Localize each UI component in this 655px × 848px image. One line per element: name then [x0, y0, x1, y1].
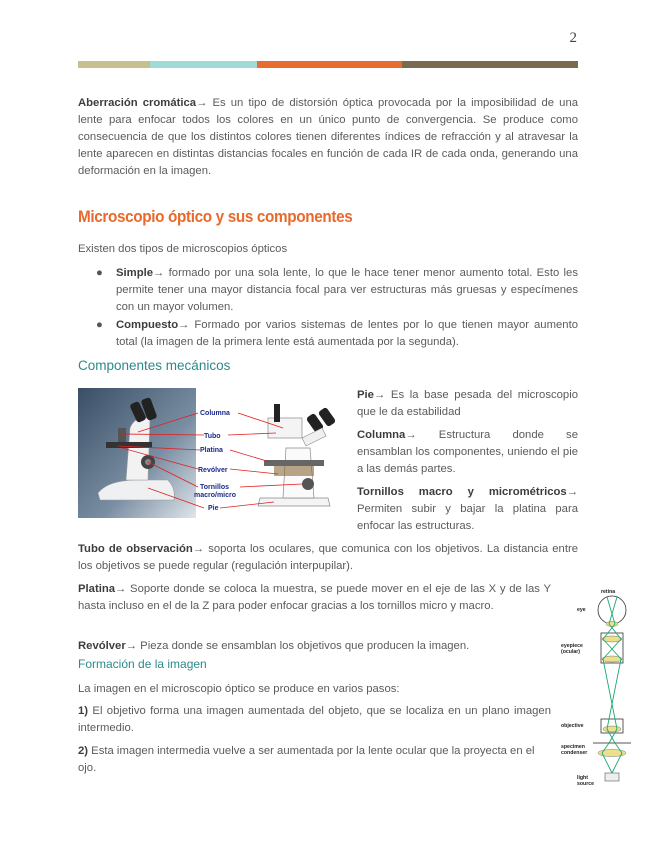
aberracion-term: Aberración cromática: [78, 97, 197, 109]
platina-text: → Soporte donde se coloca la muestra, se puede mover en el eje de las X y de las Y hasta incluso en el de la Z para poder enfocar gracias a los tornillos micro y macro.: [78, 583, 551, 612]
objective-lens: [603, 726, 621, 732]
tubo-term: Tubo de observación: [78, 543, 193, 555]
step-2-number: 2): [78, 745, 89, 757]
pie-term: Pie: [357, 389, 374, 401]
arrow-glyph: →: [196, 97, 208, 109]
label-revolver: Revólver: [198, 467, 228, 474]
section-title: Microscopio óptico y sus componentes: [78, 207, 353, 226]
optical-path-diagram: [557, 583, 639, 793]
color-bar-segment-orange: [257, 61, 402, 68]
label-columna: Columna: [200, 410, 230, 417]
list-item-compuesto: [78, 317, 578, 351]
label-pie: Pie: [208, 505, 219, 512]
columna-description: [357, 427, 578, 478]
header-color-bar: [78, 61, 578, 68]
step-1-number: 1): [78, 705, 89, 717]
mecanicos-heading: Componentes mecánicos: [78, 358, 231, 373]
color-bar-segment-brown: [402, 61, 578, 68]
diagram-label-source: source: [577, 781, 595, 787]
light-source-box: [605, 773, 619, 781]
bullet-term: Compuesto: [116, 319, 179, 331]
step-2-paragraph: [78, 743, 551, 777]
bullet-icon: ●: [96, 267, 103, 279]
bullet-term: Simple: [116, 267, 154, 279]
color-bar-segment-khaki: [78, 61, 150, 68]
pie-text: → Es la base pesada del microscopio que le da estabilidad: [357, 389, 578, 418]
tornillos-term: Tornillos macro y micrométricos: [357, 486, 567, 498]
bullet-icon: ●: [96, 319, 103, 331]
bullet-text: → formado por una sola lente, lo que le hace tener menor aumento total. Esto les permite tener una mayor distancia focal para ver estructuras más gruesas y especímenes con un mayor volumen.: [116, 267, 578, 313]
revolver-paragraph: [78, 638, 551, 655]
bullet-text: → Formado por varios sistemas de lentes por lo que tienen mayor aumento total (la imagen de la primera lente está aumentada por la segunda).: [116, 319, 578, 348]
microscope-figure: [78, 388, 350, 518]
right-microscope: [258, 404, 336, 506]
formacion-intro: La imagen en el microscopio óptico se produce en varios pasos:: [78, 683, 400, 695]
aberracion-text: Es un tipo de distorsión óptica provocada por la imposibilidad de una lente para enfocar todos los colores en un único punto de convergencia. Se produce como consecuencia de que los distintos colores tienen diferentes índices de refracción y al atravesar la lente aparecen en distintas distancias focales en función de cada IR de cada onda, generando una deformación en la imagen.: [78, 97, 579, 177]
intro-text: Existen dos tipos de microscopios ópticos: [78, 243, 288, 255]
formacion-heading: Formación de la imagen: [78, 657, 207, 671]
diagram-label-specimen: specimen: [561, 744, 585, 750]
label-macro-micro: macro/micro: [194, 492, 237, 499]
tornillos-description: [357, 484, 578, 535]
diagram-label-objective: objective: [561, 723, 584, 729]
platina-paragraph: [78, 581, 551, 615]
columna-term: Columna: [357, 429, 406, 441]
diagram-label-ocular: (ocular): [561, 649, 581, 655]
page-number: 2: [569, 30, 577, 46]
label-tubo: Tubo: [204, 433, 221, 440]
label-tornillos: Tornillos: [200, 484, 230, 491]
columna-text: → Estructura donde se ensamblan los componentes, uniendo el pie a las demás partes.: [357, 429, 578, 475]
diagram-label-condenser: condenser: [561, 750, 588, 756]
eye-lens: [606, 622, 618, 627]
list-item-simple: [78, 265, 578, 316]
tubo-paragraph: [78, 541, 578, 575]
aberracion-paragraph: [78, 95, 578, 180]
step-1-paragraph: [78, 703, 551, 737]
tornillos-text: → Permiten subir y bajar la platina para enfocar las estructuras.: [357, 486, 578, 532]
diagram-label-eye: eye: [577, 607, 586, 613]
color-bar-segment-aqua: [150, 61, 257, 68]
eye-circle: [598, 596, 626, 624]
diagram-label-light: light: [577, 775, 588, 781]
diagram-label-eyepiece: eyepiece: [561, 643, 583, 649]
pie-description: [357, 387, 578, 421]
step-2-text: Esta imagen intermedia vuelve a ser aumentada por la lente ocular que la proyecta en el ojo.: [78, 745, 535, 774]
tubo-text: → soporta los oculares, que comunica con los objetivos. La distancia entre los objetivos se puede regular (regulación interpupilar).: [78, 543, 579, 572]
diagram-label-retina: retina: [601, 589, 616, 595]
revolver-term: Revólver: [78, 640, 126, 652]
label-platina: Platina: [200, 447, 223, 454]
revolver-text: → Pieza donde se ensamblan los objetivos que producen la imagen.: [125, 640, 470, 652]
platina-term: Platina: [78, 583, 116, 595]
step-1-text: El objetivo forma una imagen aumentada del objeto, que se localiza en un plano imagen intermedio.: [78, 705, 551, 734]
microscope-types-list: [78, 265, 578, 352]
